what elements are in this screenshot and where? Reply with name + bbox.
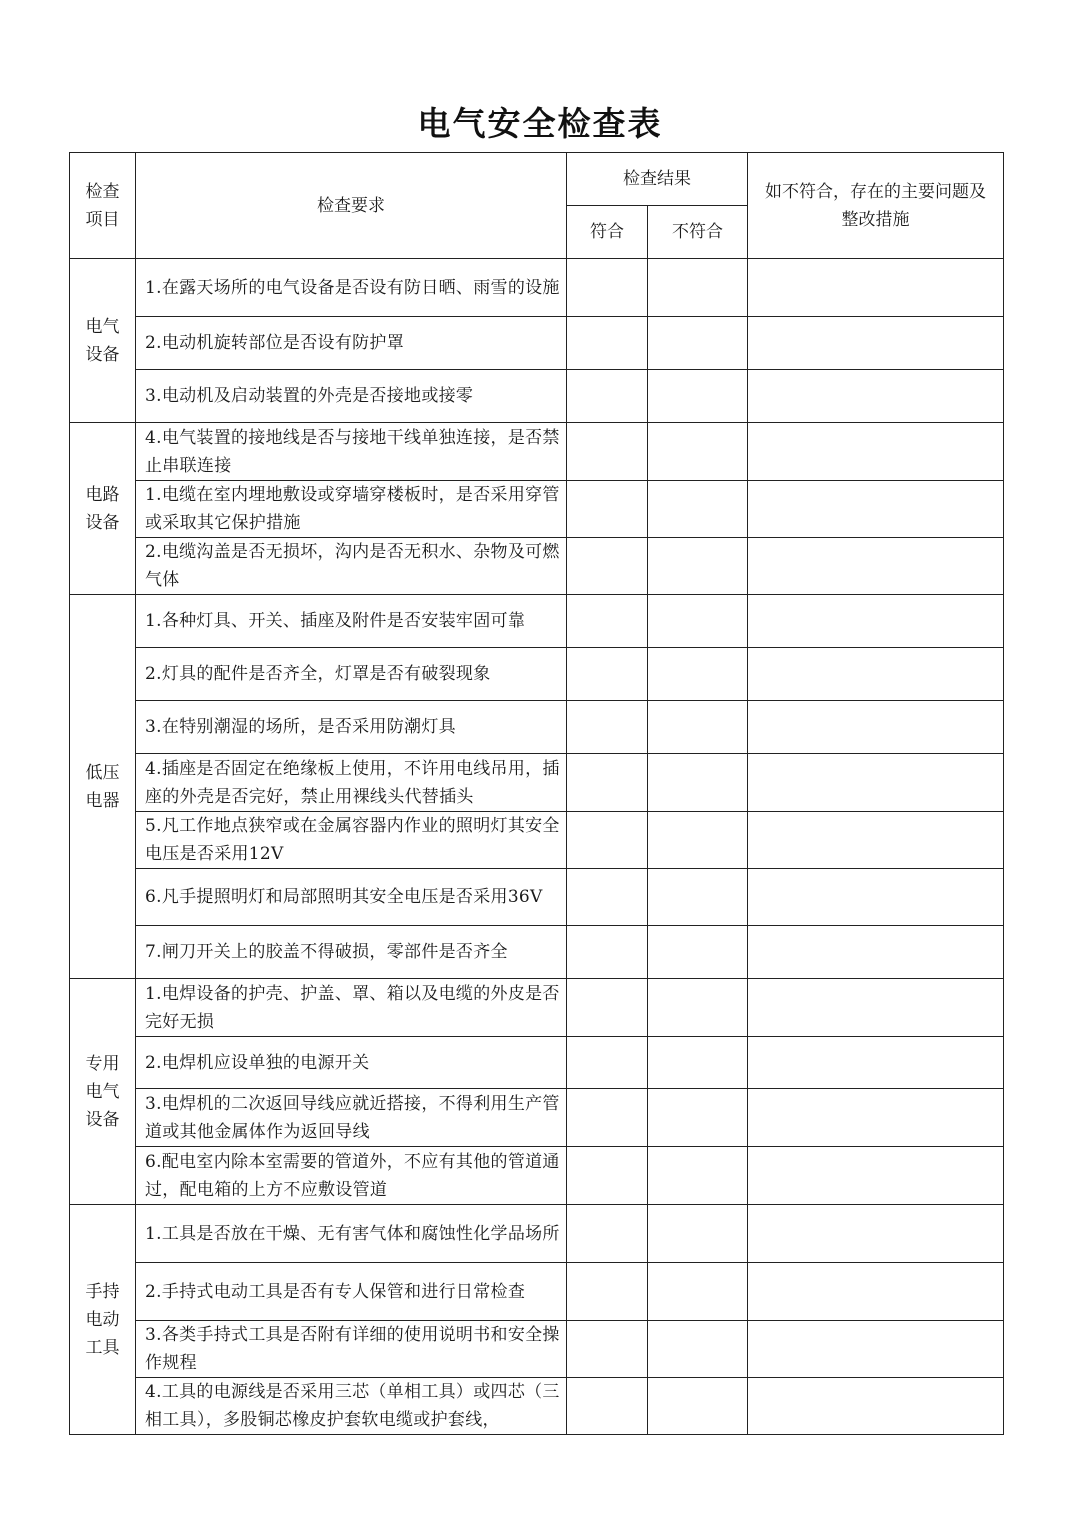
pass-cell[interactable] [567,1263,648,1321]
requirement-text: 3.在特别潮湿的场所，是否采用防潮灯具 [136,701,567,754]
requirement-text: 4.插座是否固定在绝缘板上使用，不许用电线吊用，插座的外壳是否完好，禁止用裸线头代替插头 [136,754,567,812]
table-row [70,869,1004,926]
pass-cell[interactable] [567,701,648,754]
fail-cell[interactable] [648,701,748,754]
pass-cell[interactable] [567,979,648,1037]
requirement-text: 1.各种灯具、开关、插座及附件是否安装牢固可靠 [136,595,567,648]
fail-cell[interactable] [648,259,748,317]
table-row [70,754,1004,812]
pass-cell[interactable] [567,869,648,926]
category-cell [70,1205,136,1435]
category-cell [70,979,136,1205]
note-cell[interactable] [748,979,1004,1037]
table-row [70,1205,1004,1263]
note-cell[interactable] [748,754,1004,812]
note-cell[interactable] [748,1321,1004,1378]
requirement-text: 2.电动机旋转部位是否设有防护罩 [136,317,567,370]
pass-cell[interactable] [567,1321,648,1378]
table-row [70,259,1004,317]
requirement-text: 1.工具是否放在干燥、无有害气体和腐蚀性化学品场所 [136,1205,567,1263]
header-item: 检查项目 [70,153,136,259]
category-label: 手持电动工具 [85,1281,120,1358]
note-cell[interactable] [748,1378,1004,1435]
fail-cell[interactable] [648,1147,748,1205]
note-cell[interactable] [748,595,1004,648]
note-cell[interactable] [748,701,1004,754]
table-row [70,926,1004,979]
category-label: 电气设备 [85,316,120,365]
requirement-text: 6.凡手提照明灯和局部照明其安全电压是否采用36V [136,869,567,926]
pass-cell[interactable] [567,812,648,869]
fail-cell[interactable] [648,423,748,481]
table-row [70,1321,1004,1378]
fail-cell[interactable] [648,481,748,538]
requirement-text: 4.电气装置的接地线是否与接地干线单独连接，是否禁止串联连接 [136,423,567,481]
pass-cell[interactable] [567,423,648,481]
fail-cell[interactable] [648,1205,748,1263]
requirement-text: 2.灯具的配件是否齐全，灯罩是否有破裂现象 [136,648,567,701]
table-row [70,1378,1004,1435]
fail-cell[interactable] [648,1089,748,1147]
category-label: 低压电器 [85,762,120,811]
inspection-table [69,152,1004,1435]
requirement-text: 3.电焊机的二次返回导线应就近搭接，不得利用生产管道或其他金属体作为返回导线 [136,1089,567,1147]
header-requirement: 检查要求 [136,153,567,259]
header-note: 如不符合，存在的主要问题及整改措施 [748,153,1004,259]
table-row [70,648,1004,701]
table-row [70,1263,1004,1321]
table-row [70,1089,1004,1147]
pass-cell[interactable] [567,754,648,812]
requirement-text: 2.电焊机应设单独的电源开关 [136,1037,567,1089]
requirement-text: 3.电动机及启动装置的外壳是否接地或接零 [136,370,567,423]
category-cell [70,595,136,979]
table-row [70,481,1004,538]
note-cell[interactable] [748,317,1004,370]
pass-cell[interactable] [567,259,648,317]
fail-cell[interactable] [648,1378,748,1435]
pass-cell[interactable] [567,648,648,701]
note-cell[interactable] [748,1205,1004,1263]
note-cell[interactable] [748,812,1004,869]
note-cell[interactable] [748,648,1004,701]
note-cell[interactable] [748,869,1004,926]
requirement-text: 1.电缆在室内埋地敷设或穿墙穿楼板时，是否采用穿管或采取其它保护措施 [136,481,567,538]
pass-cell[interactable] [567,538,648,595]
requirement-text: 7.闸刀开关上的胶盖不得破损，零部件是否齐全 [136,926,567,979]
table-row [70,1037,1004,1089]
fail-cell[interactable] [648,1263,748,1321]
pass-cell[interactable] [567,1378,648,1435]
header-fail: 不符合 [648,206,748,259]
table-body [70,259,1004,1435]
table-row [70,317,1004,370]
requirement-text: 1.在露天场所的电气设备是否设有防日晒、雨雪的设施 [136,259,567,317]
requirement-text: 2.手持式电动工具是否有专人保管和进行日常检查 [136,1263,567,1321]
table-row [70,538,1004,595]
category-cell [70,423,136,595]
fail-cell[interactable] [648,538,748,595]
requirement-text: 2.电缆沟盖是否无损坏，沟内是否无积水、杂物及可燃气体 [136,538,567,595]
note-cell[interactable] [748,423,1004,481]
requirement-text: 6.配电室内除本室需要的管道外，不应有其他的管道通过，配电箱的上方不应敷设管道 [136,1147,567,1205]
note-cell[interactable] [748,926,1004,979]
header-result: 检查结果 [567,153,748,206]
note-cell[interactable] [748,1263,1004,1321]
fail-cell[interactable] [648,754,748,812]
fail-cell[interactable] [648,812,748,869]
table-row [70,979,1004,1037]
pass-cell[interactable] [567,1089,648,1147]
pass-cell[interactable] [567,1147,648,1205]
fail-cell[interactable] [648,979,748,1037]
fail-cell[interactable] [648,869,748,926]
table-row [70,423,1004,481]
note-cell[interactable] [748,1037,1004,1089]
pass-cell[interactable] [567,481,648,538]
fail-cell[interactable] [648,926,748,979]
table-row [70,595,1004,648]
pass-cell[interactable] [567,595,648,648]
note-cell[interactable] [748,481,1004,538]
note-cell[interactable] [748,259,1004,317]
note-cell[interactable] [748,1147,1004,1205]
table-row [70,701,1004,754]
pass-cell[interactable] [567,370,648,423]
note-cell[interactable] [748,1089,1004,1147]
header-pass: 符合 [567,206,648,259]
fail-cell[interactable] [648,648,748,701]
requirement-text: 5.凡工作地点狭窄或在金属容器内作业的照明灯其安全电压是否采用12V [136,812,567,869]
pass-cell[interactable] [567,1037,648,1089]
table-row [70,1147,1004,1205]
category-label: 电路设备 [85,484,120,533]
requirement-text: 1.电焊设备的护壳、护盖、罩、箱以及电缆的外皮是否完好无损 [136,979,567,1037]
requirement-text: 4.工具的电源线是否采用三芯（单相工具）或四芯（三相工具），多股铜芯橡皮护套软电缆或护套线， [136,1378,567,1435]
note-cell[interactable] [748,370,1004,423]
category-label: 专用电气设备 [85,1053,120,1130]
note-cell[interactable] [748,538,1004,595]
pass-cell[interactable] [567,926,648,979]
fail-cell[interactable] [648,1037,748,1089]
table-row [70,812,1004,869]
table-row [70,370,1004,423]
category-cell [70,259,136,423]
requirement-text: 3.各类手持式工具是否附有详细的使用说明书和安全操作规程 [136,1321,567,1378]
page-title: 电气安全检查表 [417,104,663,143]
fail-cell[interactable] [648,595,748,648]
fail-cell[interactable] [648,1321,748,1378]
pass-cell[interactable] [567,1205,648,1263]
fail-cell[interactable] [648,317,748,370]
pass-cell[interactable] [567,317,648,370]
fail-cell[interactable] [648,370,748,423]
